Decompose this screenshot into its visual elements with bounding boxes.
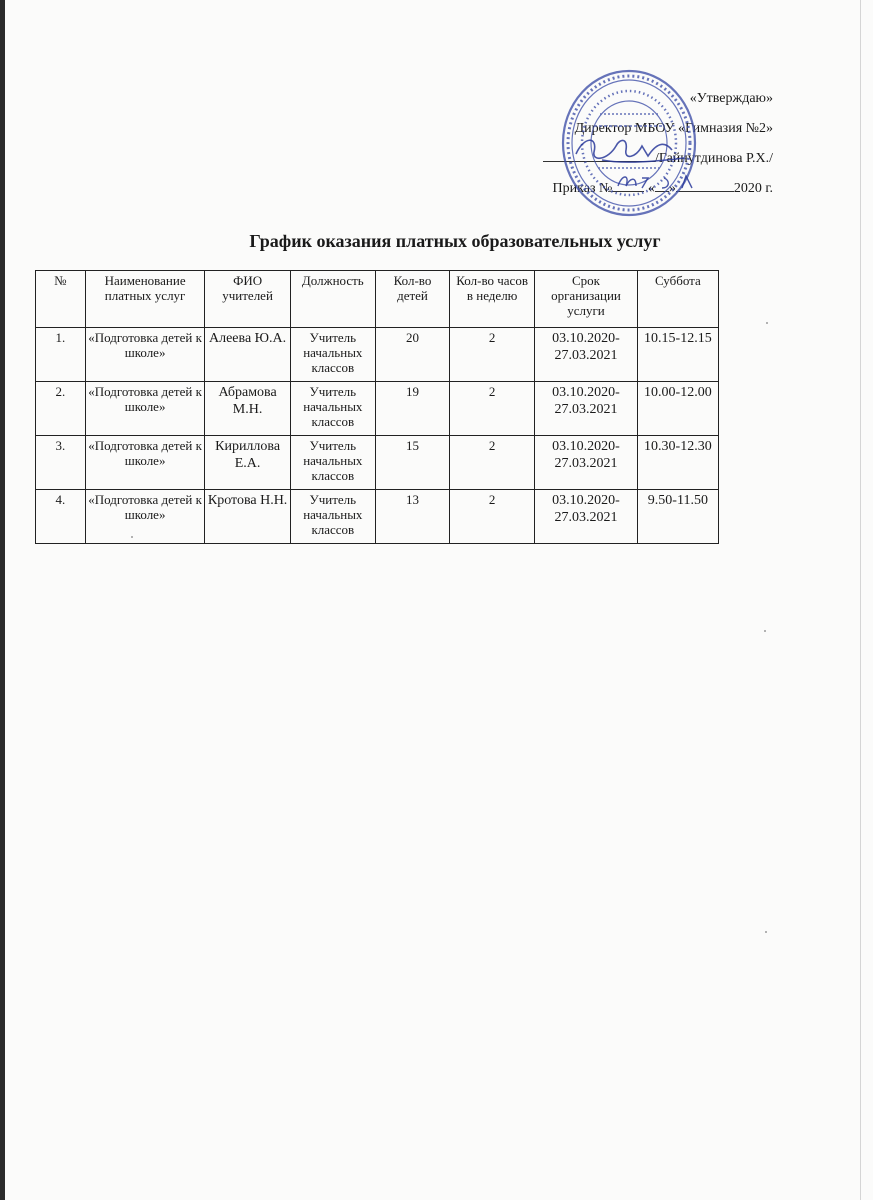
service-name-cell: «Подготовка детей к школе» — [85, 436, 205, 490]
position-cell: Учитель начальных классов — [290, 490, 375, 544]
hours-cell: 2 — [450, 328, 535, 382]
position-cell: Учитель начальных классов — [290, 382, 375, 436]
children-count-cell: 15 — [375, 436, 449, 490]
table-row — [36, 382, 719, 436]
saturday-time-cell: 10.15-12.15 — [637, 328, 718, 382]
scan-left-edge — [0, 0, 5, 1200]
order-prefix: Приказ № — [552, 181, 613, 196]
approval-line-approve: «Утверждаю» — [689, 91, 773, 106]
period-cell: 03.10.2020-27.03.2021 — [535, 436, 638, 490]
header-children-count: Кол-во детей — [375, 271, 449, 328]
period-cell: 03.10.2020-27.03.2021 — [535, 490, 638, 544]
header-service-name: Наименование платных услуг — [85, 271, 205, 328]
period-cell: 03.10.2020-27.03.2021 — [535, 328, 638, 382]
children-count-cell: 19 — [375, 382, 449, 436]
teacher-name-cell: Кириллова Е.А. — [205, 436, 290, 490]
handwritten-order-number-icon — [612, 168, 702, 194]
hours-cell: 2 — [450, 382, 535, 436]
header-service-period: Срок организации услуги — [535, 271, 638, 328]
order-date-close: » — [668, 181, 676, 196]
row-number: 1. — [36, 328, 86, 382]
signature-icon — [572, 130, 690, 168]
header-teacher-name: ФИО учителей — [205, 271, 290, 328]
period-cell: 03.10.2020-27.03.2021 — [535, 382, 638, 436]
teacher-name-cell: Кротова Н.Н. — [205, 490, 290, 544]
table-header-row — [36, 271, 719, 328]
header-hours-per-week: Кол-во часов в неделю — [450, 271, 535, 328]
table-row — [36, 436, 719, 490]
scan-speck — [765, 931, 767, 933]
children-count-cell: 13 — [375, 490, 449, 544]
row-number: 2. — [36, 382, 86, 436]
header-number: № — [36, 271, 86, 328]
service-name-cell: «Подготовка детей к школе» — [85, 328, 205, 382]
position-cell: Учитель начальных классов — [290, 328, 375, 382]
scan-speck — [764, 630, 766, 632]
scan-right-edge — [860, 0, 861, 1200]
position-cell: Учитель начальных классов — [290, 436, 375, 490]
children-count-cell: 20 — [375, 328, 449, 382]
table-row — [36, 328, 719, 382]
approval-line-director: Директор МБОУ «Гимназия №2» — [574, 121, 773, 136]
hours-cell: 2 — [450, 436, 535, 490]
hours-cell: 2 — [450, 490, 535, 544]
order-year: 2020 г. — [733, 181, 773, 196]
service-name-cell: «Подготовка детей к школе» — [85, 382, 205, 436]
document-title: График оказания платных образовательных услуг — [249, 231, 661, 251]
saturday-time-cell: 10.00-12.00 — [637, 382, 718, 436]
services-schedule-table — [35, 270, 719, 544]
scan-speck — [766, 322, 768, 324]
header-position: Должность — [290, 271, 375, 328]
service-name-cell: «Подготовка детей к школе» — [85, 490, 205, 544]
table-row — [36, 490, 719, 544]
saturday-time-cell: 10.30-12.30 — [637, 436, 718, 490]
order-date-open: « — [647, 181, 655, 196]
header-saturday: Суббота — [637, 271, 718, 328]
row-number: 3. — [36, 436, 86, 490]
teacher-name-cell: Алеева Ю.А. — [205, 328, 290, 382]
saturday-time-cell: 9.50-11.50 — [637, 490, 718, 544]
director-name: /Гайнутдинова Р.Х./ — [654, 151, 773, 166]
teacher-name-cell: Абрамова М.Н. — [205, 382, 290, 436]
row-number: 4. — [36, 490, 86, 544]
